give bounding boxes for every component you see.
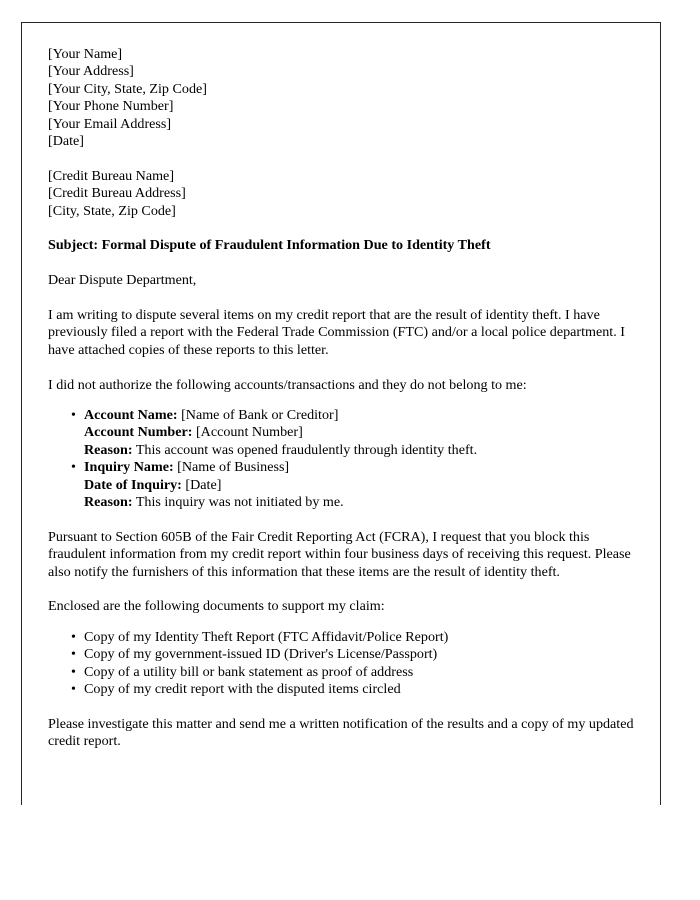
sender-line: [Your City, State, Zip Code] [48,80,207,97]
spacer [48,255,638,272]
sender-line: [Your Address] [48,63,134,80]
field-value: [Name of Bank or Creditor] [177,407,339,424]
field-label: Inquiry Name: [84,459,174,476]
field-label: Reason: [84,441,133,458]
sender-line: [Your Email Address] [48,115,172,132]
enclosed-documents-list [48,629,638,699]
sender-line: [Your Phone Number] [48,98,174,115]
list-item: • Copy of a utility bill or bank statement as proof of address [48,664,638,681]
disputed-item-line [84,477,638,494]
spacer [48,581,638,598]
list-item [48,459,638,511]
list-item: • Copy of my Identity Theft Report (FTC Affidavit/Police Report) [48,629,638,646]
spacer [48,616,638,629]
spacer [48,150,638,167]
spacer [48,290,638,307]
disputed-item-line [84,442,638,459]
field-value: This inquiry was not initiated by me. [132,494,344,511]
spacer [48,394,638,407]
spacer [48,359,638,376]
list-item: • Copy of my credit report with the disputed items circled [48,681,638,698]
paragraph-intro: I am writing to dispute several items on my credit report that are the result of identity theft. I have previously filed a report with the Federal Trade Commission (FTC) and/or a local police department. I have attached copies of these reports to this letter. [48,307,625,358]
field-value: [Name of Business] [173,459,290,476]
recipient-line: [Credit Bureau Address] [48,185,186,202]
field-value: [Date] [181,476,222,493]
spacer [48,220,638,237]
disputed-item-line [84,424,638,441]
field-value: This account was opened fraudulently through identity theft. [132,441,478,458]
recipient-address-block [48,168,638,220]
disputed-items-list [48,407,638,511]
field-label: Date of Inquiry: [84,476,182,493]
recipient-line: [Credit Bureau Name] [48,167,175,184]
paragraph-fcra: Pursuant to Section 605B of the Fair Credit Reporting Act (FCRA), I request that you block this fraudulent information from my credit report within four business days of receiving this request. Please also notify the furnishers of this information that these items are the result of identity theft. [48,528,631,580]
subject-line: Subject: Formal Dispute of Fraudulent Information Due to Identity Theft [48,237,491,254]
paragraph-list-lead: I did not authorize the following accounts/transactions and they do not belong to me: [48,376,527,393]
disputed-item-line [84,494,638,511]
disputed-item-line [84,459,638,476]
letter-content [48,46,638,751]
spacer [48,699,638,716]
sender-line: [Your Name] [48,46,123,62]
field-label: Account Name: [84,407,178,424]
field-label: Account Number: [84,424,193,441]
salutation: Dear Dispute Department, [48,272,197,289]
list-item: • Copy of my government-issued ID (Driver's License/Passport) [48,646,638,663]
field-value: [Account Number] [192,424,303,441]
disputed-item-line [84,407,638,424]
list-item [48,407,638,459]
spacer [48,511,638,528]
sender-address-block [48,46,638,150]
recipient-line: [City, State, Zip Code] [48,202,176,219]
paragraph-closing: Please investigate this matter and send me a written notification of the results and a copy of my updated credit report. [48,715,634,750]
sender-line: [Date] [48,133,84,150]
field-label: Reason: [84,494,133,511]
paragraph-enclosed-lead: Enclosed are the following documents to support my claim: [48,598,385,615]
letter-page-sheet [21,22,661,805]
